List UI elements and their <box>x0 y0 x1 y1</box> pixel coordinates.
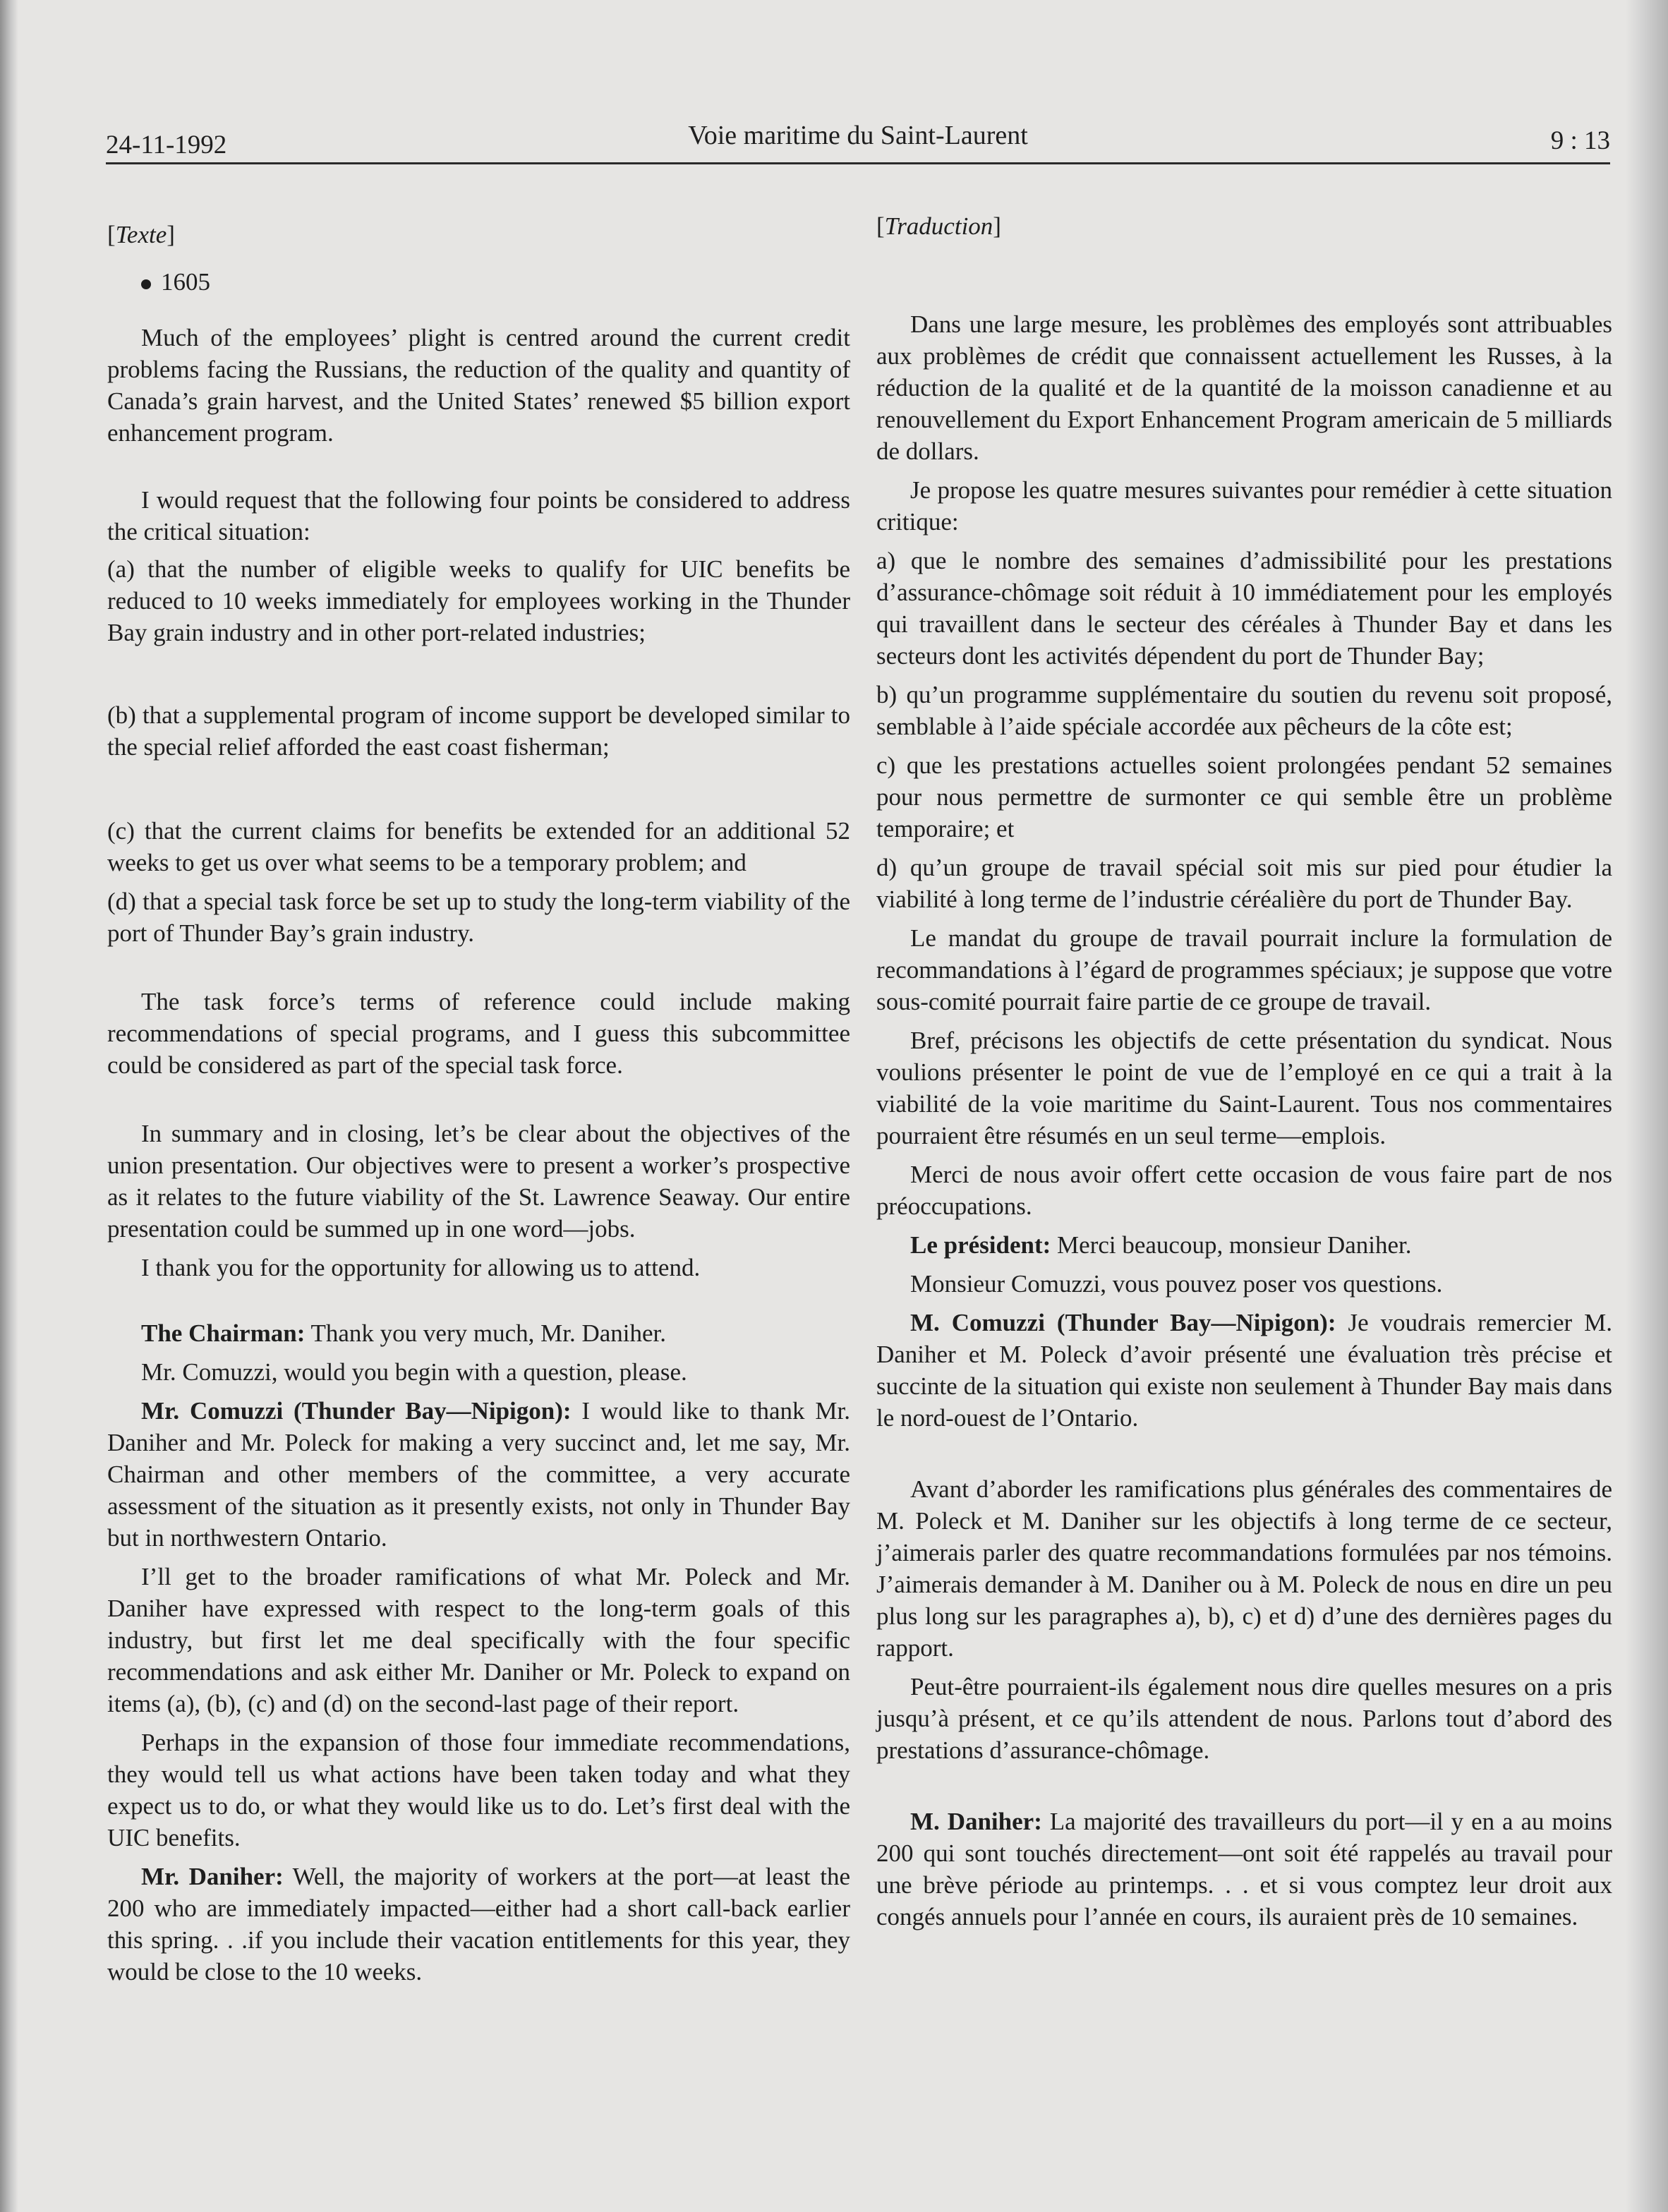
paragraph: In summary and in closing, let’s be clear about the objectives of the union presentation. Our objectives were to present a worker’s prospective as it relates to the future viability of the St. Lawrence Seaway. Our entire presentation could be summed up in one word—jobs. <box>107 1120 850 1243</box>
column-label-traduction: [Traduction] <box>876 212 1001 240</box>
paragraph: I’ll get to the broader ramifications of what Mr. Poleck and Mr. Daniher have expressed with respect to the long-term goals of this industry, but first let me deal specifically with the four specific recommendations and ask either Mr. Daniher or Mr. Poleck to expand on items (a), (b), (c) and (d) on the second-last page of their report. <box>107 1563 850 1717</box>
recommendation-b: b) qu’un programme supplémentaire du soutien du revenu soit proposé, semblable à l’aide spéciale accordée aux pêcheurs de la côte est; <box>876 681 1612 740</box>
header-rule <box>106 162 1610 164</box>
paragraph: I would request that the following four points be considered to address the critical situation: <box>107 486 850 545</box>
paragraph: Je propose les quatre mesures suivantes pour remédier à cette situation critique: <box>876 476 1612 536</box>
paragraph: Bref, précisons les objectifs de cette présentation du syndicat. Nous voulions présenter le point de vue de l’employé en ce qui a trait à la viabilité de la voie maritime du Saint-Laurent. Tous nos commentaires pourraient être résumés en un seul terme—emplois. <box>876 1027 1612 1149</box>
paragraph: Mr. Comuzzi, would you begin with a question, please. <box>141 1358 687 1386</box>
page-edge-shadow-left <box>0 0 18 2212</box>
english-column <box>107 205 850 1988</box>
page-edge-shadow-right <box>1626 0 1668 2212</box>
speaker-name: M. Daniher: <box>910 1808 1042 1835</box>
paragraph: Le mandat du groupe de travail pourrait inclure la formulation de recommandations à l’égard de programmes spéciaux; je suppose que votre sous-comité pourrait faire partie de ce groupe de travail. <box>876 924 1612 1015</box>
time-marker: 1605 <box>107 266 850 298</box>
recommendation-c: (c) that the current claims for benefits be extended for an additional 52 weeks to get us over what seems to be a temporary problem; and <box>107 817 850 876</box>
header-title: Voie maritime du Saint-Laurent <box>688 121 1028 150</box>
paragraph: The task force’s terms of reference could include making recommendations of special programs, and I guess this subcommittee could be considered as part of the special task force. <box>107 988 850 1079</box>
paragraph: Monsieur Comuzzi, vous pouvez poser vos questions. <box>910 1270 1443 1298</box>
recommendation-d: d) qu’un groupe de travail spécial soit mis sur pied pour étudier la viabilité à long terme de l’industrie céréalière du port de Thunder Bay. <box>876 854 1612 913</box>
paragraph: Perhaps in the expansion of those four immediate recommendations, they would tell us what actions have been taken today and what they expect us to do, or what they would like us to do. Let’s first deal with the UIC benefits. <box>107 1729 850 1851</box>
recommendation-a: a) que le nombre des semaines d’admissibilité pour les prestations d’assurance-chômage soit réduit à 10 immédiatement pour les employés qui travaillent dans le secteur des céréales à Thunder Bay et dans les secteurs dont les activités dépendent du port de Thunder Bay; <box>876 547 1612 670</box>
paragraph: Avant d’aborder les ramifications plus générales des commentaires de M. Poleck et M. Daniher sur les objectifs à long terme de ce secteur, j’aimerais parler des quatre recommandations formulées par nos témoins. J’aimerais demander à M. Daniher ou à M. Poleck de nous en dire un peu plus long sur les paragraphes a), b), c) et d) d’une des dernières pages du rapport. <box>876 1475 1612 1662</box>
header-date: 24-11-1992 <box>106 131 227 159</box>
speech-comuzzi: M. Comuzzi (Thunder Bay—Nipigon): Je voudrais remercier M. Daniher et M. Poleck d’avoir présenté une évaluation très précise et succinte de la situation qui existe non seulement à Thunder Bay mais dans le nord-ouest de l’Ontario. <box>876 1309 1612 1432</box>
speech-daniher: Mr. Daniher: Well, the majority of workers at the port—at least the 200 who are immediately impacted—either had a short call-back earlier this spring. . .if you include their vacation entitlements for this year, they would be close to the 10 weeks. <box>107 1863 850 1986</box>
column-label-texte: [Texte] <box>107 221 175 248</box>
recommendation-c: c) que les prestations actuelles soient prolongées pendant 52 semaines pour nous permettre de surmonter ce qui semble être un problème temporaire; et <box>876 751 1612 842</box>
speech-daniher: M. Daniher: La majorité des travailleurs du port—il y en a au moins 200 qui sont touchés directement—ont soit été rappelés au travail pour une brève période au printemps. . . et si vous comptez leur droit aux congés annuels pour l’année en cours, ils auraient près de 10 semaines. <box>876 1808 1612 1930</box>
speech-president: Le président: Merci beaucoup, monsieur Daniher. <box>910 1231 1412 1259</box>
bullet-dot-icon <box>141 279 151 289</box>
speaker-name: The Chairman: <box>141 1319 306 1347</box>
speech-comuzzi: Mr. Comuzzi (Thunder Bay—Nipigon): I would like to thank Mr. Daniher and Mr. Poleck for making a very succinct and, let me say, Mr. Chairman and other members of the committee, a very accurate assessment of the situation as it presently exists, not only in Thunder Bay but in northwestern Ontario. <box>107 1397 850 1552</box>
speaker-name: Mr. Daniher: <box>141 1863 284 1890</box>
paragraph: I thank you for the opportunity for allowing us to attend. <box>141 1254 701 1281</box>
recommendation-a: (a) that the number of eligible weeks to qualify for UIC benefits be reduced to 10 weeks immediately for employees working in the Thunder Bay grain industry and in other port-related industries; <box>107 555 850 646</box>
header-page-number: 9 : 13 <box>1550 126 1610 155</box>
paragraph: Much of the employees’ plight is centred around the current credit problems facing the Russians, the reduction of the quality and quantity of Canada’s grain harvest, and the United States’ renewed $5 billion export enhancement program. <box>107 324 850 447</box>
french-column <box>876 205 1612 1933</box>
speaker-name: Mr. Comuzzi (Thunder Bay—Nipigon): <box>141 1397 572 1425</box>
speaker-name: M. Comuzzi (Thunder Bay—Nipigon): <box>910 1309 1336 1336</box>
paragraph: Peut-être pourraient-ils également nous dire quelles mesures on a pris jusqu’à présent, et ce qu’ils attendent de nous. Parlons tout d’abord des prestations d’assurance-chômage. <box>876 1673 1612 1764</box>
running-header <box>106 120 1610 164</box>
paragraph: Merci de nous avoir offert cette occasion de vous faire part de nos préoccupations. <box>876 1161 1612 1220</box>
speaker-name: Le président: <box>910 1231 1051 1259</box>
speech-chairman: The Chairman: Thank you very much, Mr. Daniher. <box>141 1319 666 1347</box>
paragraph: Dans une large mesure, les problèmes des employés sont attribuables aux problèmes de crédit que connaissent actuellement les Russes, à la réduction de la qualité et de la quantité de la moisson canadienne et au renouvellement du Export Enhancement Program americain de 5 milliards de dollars. <box>876 310 1612 465</box>
recommendation-b: (b) that a supplemental program of income support be developed similar to the special relief afforded the east coast fisherman; <box>107 701 850 761</box>
recommendation-d: (d) that a special task force be set up to study the long-term viability of the port of Thunder Bay’s grain industry. <box>107 888 850 947</box>
